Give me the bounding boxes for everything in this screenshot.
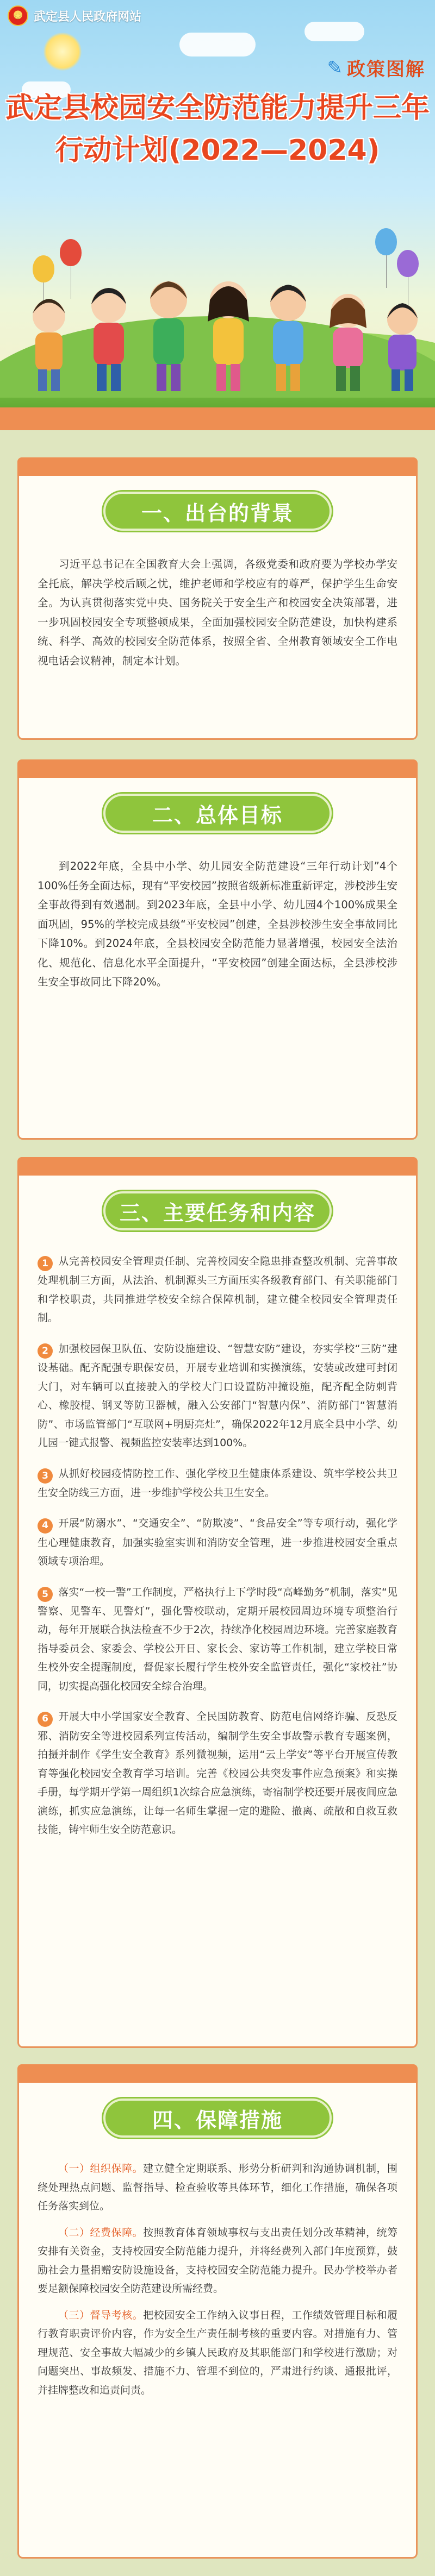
children-illustration xyxy=(0,267,435,409)
measure-paragraph xyxy=(38,2223,397,2298)
balloon-decoration xyxy=(375,228,397,255)
section-title: 二、总体目标 xyxy=(152,803,283,827)
task-text: 从抓好校园疫情防控工作、强化学校卫生健康体系建设、筑牢学校公共卫生安全防线三方面，进一步维护学校公共卫生安全。 xyxy=(38,1467,397,1499)
task-item xyxy=(38,1252,397,1328)
task-number-badge: 6 xyxy=(38,1712,53,1727)
section-tasks xyxy=(17,1157,418,2048)
policy-tag xyxy=(327,54,426,81)
site-name: 武定县人民政府网站 xyxy=(34,10,142,24)
measure-text: 建立健全定期联系、形势分析研判和沟通协调机制，围绕处理热点问题、监督指导、检查验收等具体环节，细化工作措施，确保各项任务落实到位。 xyxy=(38,2163,397,2212)
policy-tag-text: 政策图解 xyxy=(347,59,425,80)
task-number-badge: 3 xyxy=(38,1468,53,1484)
section-header xyxy=(103,2099,332,2138)
section-title: 四、保障措施 xyxy=(152,2108,283,2132)
task-text: 落实“一校一警”工作制度，严格执行上下学时段“高峰勤务”机制，落实“见警察、见警车、见警灯”，强化警校联动，定期开展校园周边环境专项整治行动，每年开展联合执法检查不少于2次，持续净化校园周边环境。完善家庭教育指导委员会、家委会、学校公开日、家长会、家访等工作机制，建立学校日常生校外安全提醒制度，督促家长履行学生校外安全监管责任，强化“家校社”协同，切实提高强化校园安全综合治理。 xyxy=(38,1586,398,1692)
pencil-icon: ✎ xyxy=(327,56,343,79)
cloud-decoration xyxy=(179,33,256,56)
measure-paragraph xyxy=(38,2159,397,2216)
section-background xyxy=(17,457,418,740)
task-number-badge: 5 xyxy=(38,1587,53,1602)
section-body xyxy=(38,555,397,670)
sun-decoration xyxy=(44,33,82,71)
hero-bottom-band xyxy=(0,407,435,430)
page-title xyxy=(0,87,435,172)
measure-text: 按照教育体育领域事权与支出责任划分改革精神，统筹安排有关资金，支持校园安全防范能力提升，并将经费列入部门年度预算，鼓励社会力量捐赠安防设施设备，支持校园安全防范能力提升。民办学校举办者要足额保障校园安全防范建设所需经费。 xyxy=(38,2226,397,2295)
task-item xyxy=(38,1707,397,1839)
section-header xyxy=(103,794,332,833)
section-goals xyxy=(17,759,418,1140)
site-badge[interactable] xyxy=(8,5,141,26)
title-line-1: 武定县校园安全防范能力提升三年 xyxy=(5,92,430,124)
section-title: 三、主要任务和内容 xyxy=(119,1201,315,1225)
task-number-badge: 2 xyxy=(38,1343,53,1359)
national-emblem-icon: ★ xyxy=(8,5,28,26)
paragraph: 习近平总书记在全国教育大会上强调，各级党委和政府要为学校办学安全托底，解决学校后顾之忧，维护老师和学校应有的尊严，保护学生生命安全。为认真贯彻落实党中央、国务院关于安全生产和校园安全决策部署，进一步巩固校园安全专项整顿成果，全面加强校园安全防范建设，加快构建系统、科学、高效的校园安全防范体系，按照全省、全州教育领域安全工作电视电话会议精神，制定本计划。 xyxy=(38,558,397,667)
cloud-decoration xyxy=(304,22,364,41)
task-item xyxy=(38,1465,397,1503)
section-header xyxy=(103,492,332,531)
task-text: 开展“防溺水”、“交通安全”、“防欺凌”、“食品安全”等专项行动，强化学生心理健康教育，加强实验室实训和消防安全管理，进一步推进校园安全重点领域专项治理。 xyxy=(38,1517,398,1567)
section-safeguards xyxy=(17,2064,418,2559)
task-text: 加强校园保卫队伍、安防设施建设、“智慧安防”建设，夯实学校“三防”建设基础。配齐配强专职保安员，开展专业培训和实操演练，安装或改建可封闭大门，对车辆可以直接驶入的学校大门口设置防冲撞设施，配齐配全防刺背心、橡胶棍、钢叉等防卫器械，融入公安部门“智慧内保”、消防部门“智慧消防”、市场监管部门“互联网+明厨亮灶”，确保2022年12月底全县中小学、幼儿园一键式报警、视频监控安装率达到100%。 xyxy=(38,1342,397,1449)
balloon-decoration xyxy=(60,239,82,266)
title-line-2: 行动计划(2022—2024) xyxy=(55,134,380,167)
task-number-badge: 1 xyxy=(38,1256,53,1271)
task-item xyxy=(38,1583,397,1696)
section-body xyxy=(38,1252,397,1839)
paragraph: 到2022年底，全县中小学、幼儿园安全防范建设“三年行动计划”4个100%任务全面达标，现有“平安校园”按照省级新标准重新评定，涉校涉生安全事故得到有效遏制。到2023年底，全县中小学、幼儿园4个100%成果全面巩固，95%的学校完成县级“平安校园”创建，全县涉校涉生安全事故同比下降10%。到2024年底，全县校园安全防范能力显著增强，校园安全法治化、规范化、信息化水平全面提升，“平安校园”创建全面达标，全县涉校涉生安全事故同比下降20%。 xyxy=(38,860,397,988)
measure-label: （二）经费保障。 xyxy=(58,2226,144,2239)
section-header xyxy=(103,1191,332,1230)
task-text: 从完善校园安全管理责任制、完善校园安全隐患排查整改机制、完善事故处理机制三方面，从法治、机制源头三方面压实各级教育部门、有关职能部门和学校职责，共同推进学校安全综合保障机制，建立健全校园安全管理责任制。 xyxy=(38,1255,397,1324)
hero-banner xyxy=(0,0,435,430)
measure-text: 把校园安全工作纳入议事日程，工作绩效管理目标和履行教育职责评价内容，作为安全生产责任制考核的重要内容。对措施有力、管理规范、安全事故大幅减少的乡镇人民政府及其职能部门和学校进行激励；对问题突出、事故频发、措施不力、管理不到位的，严肃进行约谈、通报批评，并挂牌整改和追责问责。 xyxy=(38,2309,397,2396)
section-body xyxy=(38,2159,397,2399)
task-text: 开展大中小学国家安全教育、全民国防教育、防范电信网络诈骗、反恐反邪、消防安全等进校园系列宣传活动，编制学生安全事故警示教育专题案例，拍摄并制作《学生安全教育》系列微视频，运用“云上学安”等平台开展宣传教育等强化校园安全教育学习培训。完善《校园公共突发事件应急预案》和实操手册，每学期开学第一周组织1次综合应急演练，寄宿制学校还要开展夜间应急演练，抓实应急演练，让每一名师生掌握一定的避险、撤离、疏散和自救互救技能，铸牢师生安全防范意识。 xyxy=(38,1711,397,1836)
measure-paragraph xyxy=(38,2306,397,2400)
measure-label: （三）督导考核。 xyxy=(58,2309,144,2321)
section-body xyxy=(38,857,397,992)
task-item xyxy=(38,1514,397,1570)
measure-label: （一）组织保障。 xyxy=(58,2163,144,2175)
task-item xyxy=(38,1340,397,1453)
section-title: 一、出台的背景 xyxy=(141,501,294,525)
task-number-badge: 4 xyxy=(38,1518,53,1534)
